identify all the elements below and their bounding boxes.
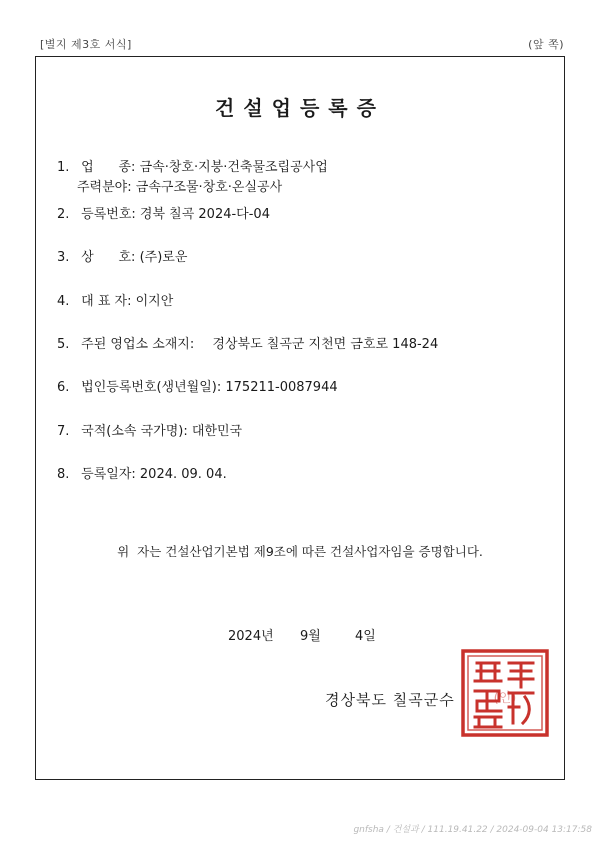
field-registration-number (57, 203, 270, 222)
issuer-name (325, 689, 455, 710)
field-company-name (57, 246, 187, 265)
field-office-address (57, 333, 438, 352)
field-label: 업 종: (81, 160, 136, 175)
field-value: (주)로운 (139, 250, 188, 265)
field-number: 1. (57, 160, 70, 175)
field-value: 175211-0087944 (225, 380, 338, 395)
page-side-label: (앞 쪽) (528, 38, 564, 51)
field-value: 2024. 09. 04. (139, 467, 227, 482)
field-number: 6. (57, 380, 70, 395)
field-nationality (57, 420, 242, 439)
document-title: 건설업등록증 (215, 96, 385, 120)
field-representative (57, 290, 173, 309)
field-label: 대 표 자: (81, 294, 132, 309)
field-value: 이지안 (135, 294, 174, 309)
field-label: 등록번호: (81, 207, 136, 222)
form-number: [별지 제3호 서식] (40, 38, 132, 51)
field-label: 주된 영업소 소재지: (81, 337, 195, 352)
field-value: 금속구조물·창호·온실공사 (135, 180, 283, 195)
issue-year: 2024년 (228, 629, 274, 644)
seal-mark: (인) (493, 691, 517, 706)
field-business-type (57, 156, 328, 175)
field-label: 상 호: (81, 250, 136, 265)
field-main-area (77, 176, 282, 195)
official-seal-icon (459, 647, 551, 739)
issue-month: 9월 (300, 629, 321, 644)
field-label: 주력분야: (77, 180, 132, 195)
certification-statement: 위 자는 건설산업기본법 제9조에 따른 건설사업자임을 증명합니다. (117, 544, 483, 559)
field-value: 금속·창호·지붕·건축물조립공사업 (139, 160, 328, 175)
field-number: 8. (57, 467, 70, 482)
field-registration-date (57, 463, 227, 482)
field-label: 등록일자: (81, 467, 136, 482)
field-label: 법인등록번호(생년월일): (81, 380, 222, 395)
field-value: 대한민국 (191, 424, 243, 439)
field-number: 5. (57, 337, 70, 352)
field-value: 경북 칠곡 2024-다-04 (139, 207, 270, 222)
issuer-title: 경상북도 칠곡군수 (325, 691, 455, 709)
field-value: 경상북도 칠곡군 지천면 금호로 148-24 (212, 337, 439, 352)
field-corporate-number (57, 376, 338, 395)
field-number: 7. (57, 424, 70, 439)
print-footer: gnfsha / 건설과 / 111.19.41.22 / 2024-09-04 13:17:58 (353, 825, 592, 835)
field-number: 2. (57, 207, 70, 222)
field-number: 4. (57, 294, 70, 309)
field-number: 3. (57, 250, 70, 265)
issue-day: 4일 (355, 629, 376, 644)
field-label: 국적(소속 국가명): (81, 424, 188, 439)
